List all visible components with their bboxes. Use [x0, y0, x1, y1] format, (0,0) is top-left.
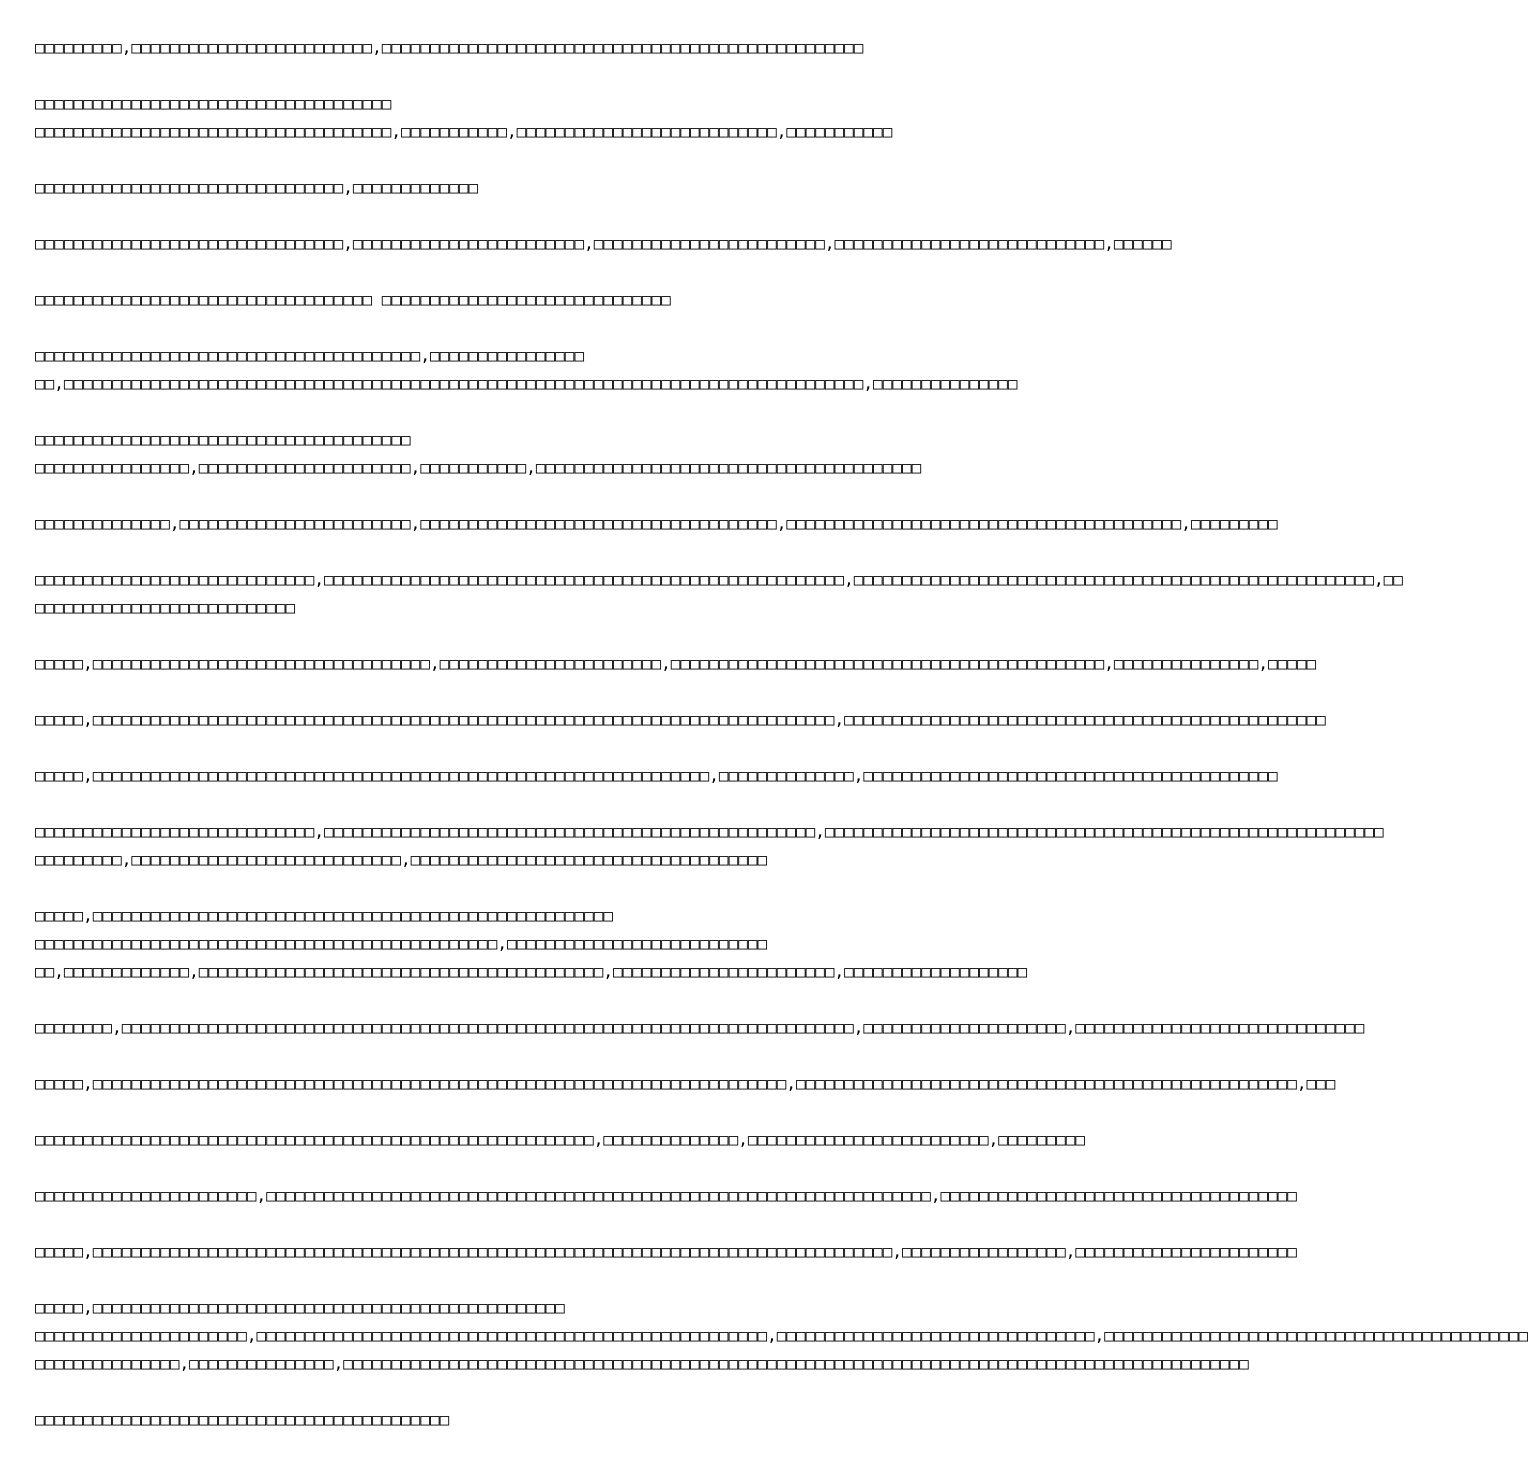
paragraph-17: [35, 1126, 1085, 1154]
text-line: □□□□□,□□□□□□□□□□□□□□□□□□□□□□□□□□□□□□□□□□□,□□□□□□□□□□□□□□□□□□□□□□□,□□□□□□□□□□□□□□□□□□□□□□□□□□□□□□□□□□□□□□□□□□□□□,□□□□□□□□□□□□□□□,□□□□□: [35, 654, 1317, 673]
paragraph-14: [35, 902, 1028, 986]
document-body: [35, 34, 1528, 1462]
text-line: □□□□□□□□□□□□□□□□□□□□□□□□□□□□□□□□□□□□□□□□□□□□□□□□□□□□□□□□□□,□□□□□□□□□□□□□□,□□□□□□□□□□□□□□□□□□□□□□□□□,□□□□□□□□□: [35, 1130, 1085, 1149]
paragraph-11: [35, 706, 1326, 734]
text-line: □□□□□□□□□□□□□□□□□□□□□□□□□□□□□,□□□□□□□□□□□□□□□□□□□□□□□□□□□□□□□□□□□□□□□□□□□□□□□□□□□□□□,□□□□□□□□□□□□□□□□□□□□□□□□□□□□□□□□□□□□□□□□□□□□□□□□□□□□□□,□□: [35, 570, 1403, 589]
text-line: □□□□□,□□□□□□□□□□□□□□□□□□□□□□□□□□□□□□□□□□□□□□□□□□□□□□□□□: [35, 1298, 565, 1317]
text-line: □□□□□□□□□□□□□□□□□□□□□□□,□□□□□□□□□□□□□□□□□□□□□□□□□□□□□□□□□□□□□□□□□□□□□□□□□□□□□□□□□□□□□□□□□□□□□,□□□□□□□□□□□□□□□□□□□□□□□□□□□□□□□□□□□□□: [35, 1186, 1297, 1205]
text-line: □□□□□□□□□□□□□□□□□□□□□□□□□□□□□,□□□□□□□□□□□□□□□□□□□□□□□□□□□□□□□□□□□□□□□□□□□□□□□□□□□,□□□□□□□□□□□□□□□□□□□□□□□□□□□□□□□□□□□□□□□□□□□□□□□□□□□□□□□□□□: [35, 822, 1384, 841]
text-line: □□□□□□□□□□□□□□□□□□□□□□□□□□□□□□□□□□□□□□□□,□□□□□□□□□□□□□□□□: [35, 346, 585, 365]
text-line: □□□□□□□□□□□□□□□□□□□□□□□□□□□: [35, 598, 296, 617]
text-line: □□□□□□□□□□□□□□□□□□□□□□,□□□□□□□□□□□□□□□□□□□□□□□□□□□□□□□□□□□□□□□□□□□□□□□□□□□□□,□□□□□□□□□□□□□□□□□□□□□□□□□□□□□□□□□,□□□□□□□□□□□□□□□□□□□□□□□□□□□□□□□□□□□□□□□□□□□□: [35, 1326, 1528, 1345]
paragraph-2: [35, 90, 990, 146]
text-line: □□□□□□□□□□□□□□□□□□□□□□□□□□□□□□□□□□□□□,□□□□□□□□□□□,□□□□□□□□□□□□□□□□□□□□□□□□□□□,□□□□□□□□□□□: [35, 122, 893, 141]
paragraph-6: [35, 342, 1018, 398]
paragraph-16: [35, 1070, 1336, 1098]
text-line: □□□□□□□□□□□□□□□□□□□□□□□□□□□□□□□□□□□□□□□□□□□□□□□□,□□□□□□□□□□□□□□□□□□□□□□□□□□□: [35, 934, 768, 953]
paragraph-10: [35, 650, 1317, 678]
paragraph-3: [35, 174, 990, 202]
text-line: □□,□□□□□□□□□□□□□□□□□□□□□□□□□□□□□□□□□□□□□□□□□□□□□□□□□□□□□□□□□□□□□□□□□□□□□□□□□□□□□□□□□□□,□□□□□□□□□□□□□□□: [35, 374, 1018, 393]
text-line: □□□□□□□□□□□□□□□,□□□□□□□□□□□□□□□,□□□□□□□□□□□□□□□□□□□□□□□□□□□□□□□□□□□□□□□□□□□□□□□□□□□□□□□□□□□□□□□□□□□□□□□□□□□□□□□□□□□□□□□□□□□□□□: [35, 1354, 1249, 1373]
text-line: □□,□□□□□□□□□□□□□,□□□□□□□□□□□□□□□□□□□□□□□□□□□□□□□□□□□□□□□□□□,□□□□□□□□□□□□□□□□□□□□□□□,□□□□□□□□□□□□□□□□□□□: [35, 962, 1028, 981]
text-line: □□□□□□□□□□□□□□□□□□□□□□□□□□□□□□□□□□□□□□□□□□□: [35, 1410, 450, 1429]
text-line: □□□□□□□□□□□□□□□□□□□□□□□□□□□□□□□□□□□□□: [35, 94, 392, 113]
text-line: □□□□□□□□□□□□□□□□□□□□□□□□□□□□□□□□□□□ □□□□□□□□□□□□□□□□□□□□□□□□□□□□□□: [35, 290, 671, 309]
paragraph-15: [35, 1014, 1365, 1042]
text-line: □□□□□□□□,□□□□□□□□□□□□□□□□□□□□□□□□□□□□□□□□□□□□□□□□□□□□□□□□□□□□□□□□□□□□□□□□□□□□□□□□□□□□,□□□□□□□□□□□□□□□□□□□□□,□□□□□□□□□□□□□□□□□□□□□□□□□□□□□□: [35, 1018, 1365, 1037]
paragraph-1: [35, 34, 990, 62]
text-line: □□□□□□□□□□□□□□□□,□□□□□□□□□□□□□□□□□□□□□□,□□□□□□□□□□□,□□□□□□□□□□□□□□□□□□□□□□□□□□□□□□□□□□□□□□□□: [35, 458, 922, 477]
paragraph-8: [35, 510, 1278, 538]
paragraph-7: [35, 426, 990, 482]
paragraph-18: [35, 1182, 1297, 1210]
text-line: □□□□□,□□□□□□□□□□□□□□□□□□□□□□□□□□□□□□□□□□□□□□□□□□□□□□□□□□□□□□□□□□□□□□□□□□□□□□□□□□□□□□□□□□□,□□□□□□□□□□□□□□□□□,□□□□□□□□□□□□□□□□□□□□□□□: [35, 1242, 1297, 1261]
text-line: □□□□□,□□□□□□□□□□□□□□□□□□□□□□□□□□□□□□□□□□□□□□□□□□□□□□□□□□□□□□: [35, 906, 613, 925]
paragraph-20: [35, 1294, 1528, 1378]
text-line: □□□□□,□□□□□□□□□□□□□□□□□□□□□□□□□□□□□□□□□□□□□□□□□□□□□□□□□□□□□□□□□□□□□□□□□□□□□□□□□□□□□,□□□□□□□□□□□□□□□□□□□□□□□□□□□□□□□□□□□□□□□□□□□□□□□□□□: [35, 710, 1326, 729]
text-line: □□□□□□□□□□□□□□□□□□□□□□□□□□□□□□□□□□□□□□□: [35, 430, 411, 449]
text-line: □□□□□□□□□,□□□□□□□□□□□□□□□□□□□□□□□□□□□□,□□□□□□□□□□□□□□□□□□□□□□□□□□□□□□□□□□□□□: [35, 850, 768, 869]
text-line: □□□□□□□□□,□□□□□□□□□□□□□□□□□□□□□□□□□,□□□□□□□□□□□□□□□□□□□□□□□□□□□□□□□□□□□□□□□□□□□□□□□□□□: [35, 38, 864, 57]
text-line: □□□□□□□□□□□□□□□□□□□□□□□□□□□□□□□□,□□□□□□□□□□□□□: [35, 178, 479, 197]
paragraph-4: [35, 230, 1172, 258]
paragraph-9: [35, 566, 1403, 622]
paragraph-19: [35, 1238, 1297, 1266]
text-line: □□□□□,□□□□□□□□□□□□□□□□□□□□□□□□□□□□□□□□□□□□□□□□□□□□□□□□□□□□□□□□□□□□□□□□□□□□□□□□,□□□□□□□□□□□□□□□□□□□□□□□□□□□□□□□□□□□□□□□□□□□□□□□□□□□□,□□□: [35, 1074, 1336, 1093]
paragraph-5: [35, 286, 990, 314]
paragraph-12: [35, 762, 1278, 790]
paragraph-21: [35, 1406, 990, 1434]
paragraph-13: [35, 818, 1384, 874]
text-line: □□□□□,□□□□□□□□□□□□□□□□□□□□□□□□□□□□□□□□□□□□□□□□□□□□□□□□□□□□□□□□□□□□□□□□,□□□□□□□□□□□□□□,□□□□□□□□□□□□□□□□□□□□□□□□□□□□□□□□□□□□□□□□□□□: [35, 766, 1278, 785]
text-line: □□□□□□□□□□□□□□,□□□□□□□□□□□□□□□□□□□□□□□□,□□□□□□□□□□□□□□□□□□□□□□□□□□□□□□□□□□□□□,□□□□□□□□□□□□□□□□□□□□□□□□□□□□□□□□□□□□□□□□□,□□□□□□□□□: [35, 514, 1278, 533]
text-line: □□□□□□□□□□□□□□□□□□□□□□□□□□□□□□□□,□□□□□□□□□□□□□□□□□□□□□□□□,□□□□□□□□□□□□□□□□□□□□□□□□,□□□□□□□□□□□□□□□□□□□□□□□□□□□□,□□□□□□: [35, 234, 1172, 253]
